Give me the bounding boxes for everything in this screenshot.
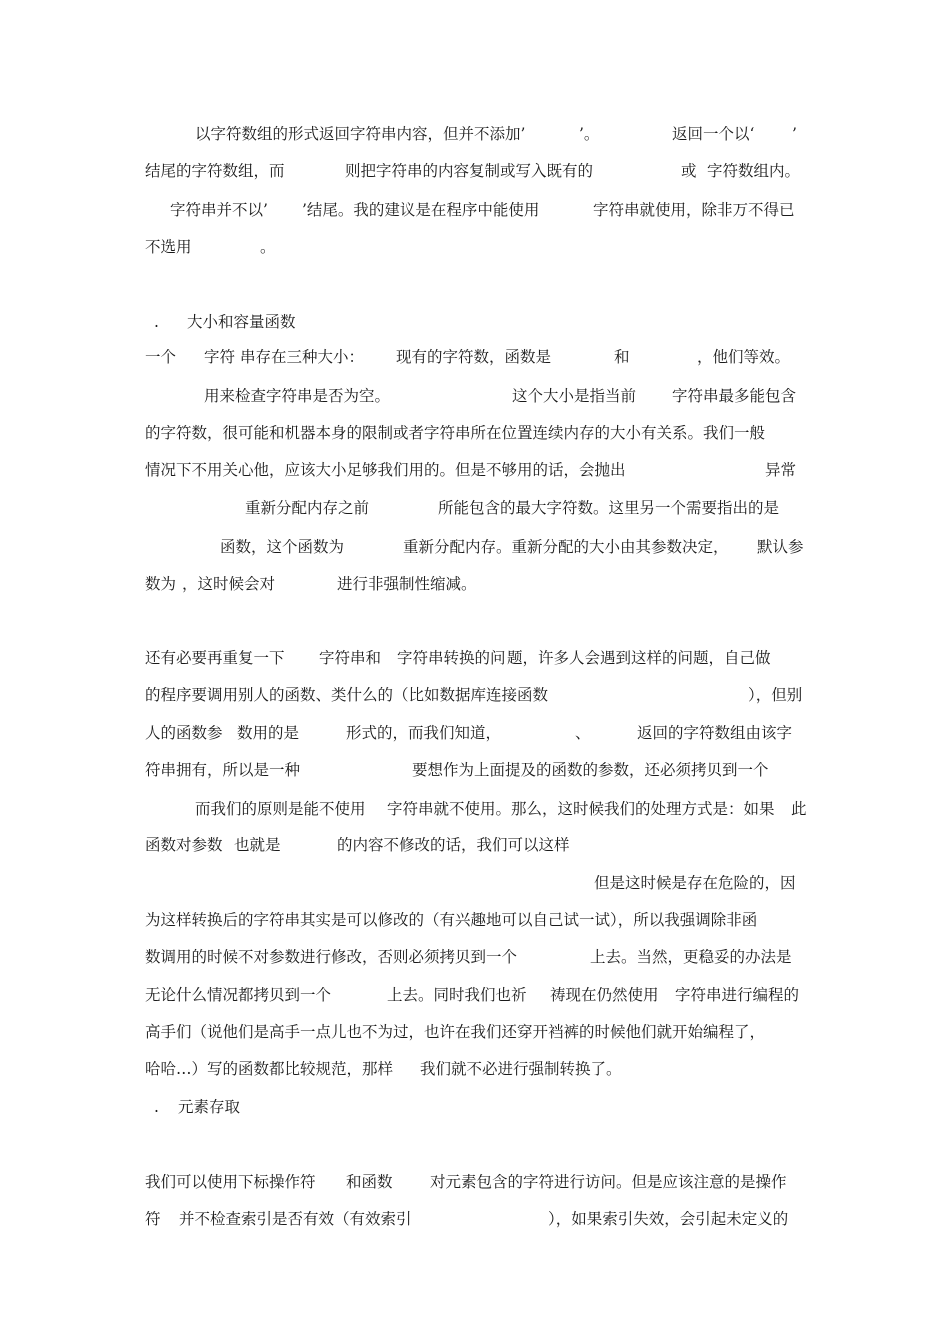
text-segment: 默认参 bbox=[757, 538, 804, 556]
text-segment: 数用的是 bbox=[237, 724, 300, 742]
text-segment: 形式的，而我们知道， bbox=[346, 724, 502, 742]
heading-number: . bbox=[154, 1098, 159, 1116]
text-segment: 。 bbox=[260, 238, 276, 256]
text-segment: 的内容不修改的话，我们可以这样 bbox=[337, 836, 570, 854]
text-segment: 人的函数参 bbox=[145, 724, 223, 742]
text-segment: 无论什么情况都拷贝到一个 bbox=[145, 986, 332, 1004]
text-segment: 函数对参数 bbox=[145, 836, 223, 854]
text-segment: 函数，这个函数为 bbox=[220, 538, 345, 556]
text-segment: 字符串转换的问 bbox=[397, 649, 506, 667]
text-line bbox=[0, 797, 950, 821]
text-line bbox=[0, 496, 950, 520]
text-segment: 字符串就不使用。那么，这时候我们的处理方式是：如果 bbox=[387, 800, 775, 818]
text-line bbox=[0, 421, 950, 445]
section-heading bbox=[0, 310, 950, 334]
text-segment: 这个大小是指当前 bbox=[512, 387, 637, 405]
text-segment: 也就是 bbox=[234, 836, 281, 854]
text-segment: 字符串进行编程的 bbox=[675, 986, 800, 1004]
text-segment: 返回的字符数组由该字 bbox=[637, 724, 793, 742]
text-segment: 并不检查索引是否有效（有效索引 bbox=[179, 1210, 412, 1228]
text-line bbox=[0, 983, 950, 1007]
text-segment: 还有必要再重复一下 bbox=[145, 649, 285, 667]
text-segment: ），如果索引失效，会引起未定义的 bbox=[548, 1210, 789, 1228]
heading-title: 大小和容量函数 bbox=[187, 313, 296, 331]
text-line bbox=[0, 833, 950, 857]
text-line bbox=[0, 1020, 950, 1044]
text-segment: 用来检查字符串是否为空。 bbox=[204, 387, 391, 405]
text-segment: 但是这时候是存在危险的，因 bbox=[594, 874, 796, 892]
text-segment: 此 bbox=[791, 800, 807, 818]
text-line bbox=[0, 758, 950, 782]
text-segment: 以字符数组的形式返回字符串内容，但并不添加’ bbox=[195, 125, 526, 143]
text-line bbox=[0, 683, 950, 707]
text-line bbox=[0, 384, 950, 408]
heading-number: . bbox=[154, 313, 159, 331]
text-segment: 的字符数，很可能和机器本身的限制或者字符串所在位置连续内存的大小有关系。我们一般 bbox=[145, 424, 766, 442]
text-segment: 进行非强制性缩减。 bbox=[337, 575, 477, 593]
heading-title: 元素存取 bbox=[178, 1098, 241, 1116]
text-segment: 而我们的原则是能不使用 bbox=[195, 800, 366, 818]
text-segment: 字符数组内。 bbox=[707, 162, 801, 180]
text-segment: 我们就不必进行强制转换了。 bbox=[420, 1060, 622, 1078]
text-segment: 重新分配内存。重新分配的大小由其参数决定， bbox=[403, 538, 729, 556]
text-segment: ，这时候会对 bbox=[182, 575, 276, 593]
text-line bbox=[0, 458, 950, 482]
text-segment: 和 bbox=[614, 348, 630, 366]
text-line bbox=[0, 871, 950, 895]
text-segment: 哈哈…）写的函数都比较规范，那样 bbox=[145, 1060, 394, 1078]
text-segment: 字符 bbox=[204, 348, 236, 366]
text-segment: 一个 bbox=[145, 348, 177, 366]
text-segment: ’ bbox=[792, 125, 797, 143]
text-segment: ），但别 bbox=[748, 686, 803, 704]
text-line bbox=[0, 572, 950, 596]
text-segment: 为这样转换后的字符串其实是可以修改的（有兴趣地可以自己试一试），所以我强调除非函 bbox=[145, 911, 758, 929]
text-segment: 祷现在仍然使用 bbox=[550, 986, 659, 1004]
text-segment: 重新分配内存之前 bbox=[245, 499, 370, 517]
text-line bbox=[0, 1170, 950, 1194]
text-segment: 题，许多人会遇到这样的问题，自己做 bbox=[507, 649, 771, 667]
text-line bbox=[0, 159, 950, 183]
text-line bbox=[0, 122, 950, 146]
text-segment: 和函数 bbox=[346, 1173, 393, 1191]
text-segment: 情况下不用关心他，应该大小足够我们用的。但是不够用的话，会抛出 bbox=[145, 461, 626, 479]
text-segment: 上去。同时我们也祈 bbox=[387, 986, 527, 1004]
text-segment: 高手们（说他们是高手一点儿也不为过，也许在我们还穿开裆裤的时候他们就开始编程了， bbox=[145, 1023, 766, 1041]
text-line bbox=[0, 535, 950, 559]
text-segment: 现有的字符数，函数是 bbox=[396, 348, 552, 366]
text-segment: ’。 bbox=[579, 125, 600, 143]
text-segment: 的程序要调用别人的函数、类什么的（比如数据库连接函数 bbox=[145, 686, 549, 704]
text-segment: 对元素包含的字符进行访问。但是应该注意的是操作 bbox=[430, 1173, 787, 1191]
text-segment: 所能包含的最大字符数。这里另一个需要指出的是 bbox=[438, 499, 780, 517]
text-line bbox=[0, 1207, 950, 1231]
text-segment: ’结尾。我的建议是在程序中能使用 bbox=[302, 201, 540, 219]
text-line bbox=[0, 345, 950, 369]
text-segment: 上去。当然，更稳妥的办法是 bbox=[590, 948, 792, 966]
text-line bbox=[0, 945, 950, 969]
text-segment: 要想作为上面提及的函数的参数，还必须拷贝到一个 bbox=[412, 761, 769, 779]
text-segment: 或 bbox=[681, 162, 697, 180]
text-segment: 返回一个以‘ bbox=[672, 125, 755, 143]
text-segment: 不选用 bbox=[145, 238, 192, 256]
text-line bbox=[0, 721, 950, 745]
text-segment: 、 bbox=[575, 724, 591, 742]
text-segment: 符串拥有，所以是一种 bbox=[145, 761, 301, 779]
text-segment: 串存在三种大小： bbox=[240, 348, 365, 366]
text-line bbox=[0, 908, 950, 932]
text-segment: 字符串就使用，除非万不得已 bbox=[593, 201, 795, 219]
text-segment: 字符串最多能包含 bbox=[672, 387, 797, 405]
text-line bbox=[0, 1057, 950, 1081]
text-segment: 符 bbox=[145, 1210, 161, 1228]
text-segment: 字符串和 bbox=[319, 649, 382, 667]
text-segment: 异常 bbox=[765, 461, 797, 479]
text-segment: ，他们等效。 bbox=[697, 348, 791, 366]
text-segment: 则把字符串的内容复制或写入既有的 bbox=[345, 162, 594, 180]
text-line bbox=[0, 235, 950, 259]
text-segment: 数为 bbox=[145, 575, 177, 593]
text-segment: 我们可以使用下标操作符 bbox=[145, 1173, 316, 1191]
text-segment: 字符串并不以’ bbox=[170, 201, 268, 219]
text-line bbox=[0, 198, 950, 222]
text-segment: 结尾的字符数组，而 bbox=[145, 162, 285, 180]
text-line bbox=[0, 646, 950, 670]
section-heading bbox=[0, 1095, 950, 1119]
text-segment: 数调用的时候不对参数进行修改，否则必须拷贝到一个 bbox=[145, 948, 518, 966]
